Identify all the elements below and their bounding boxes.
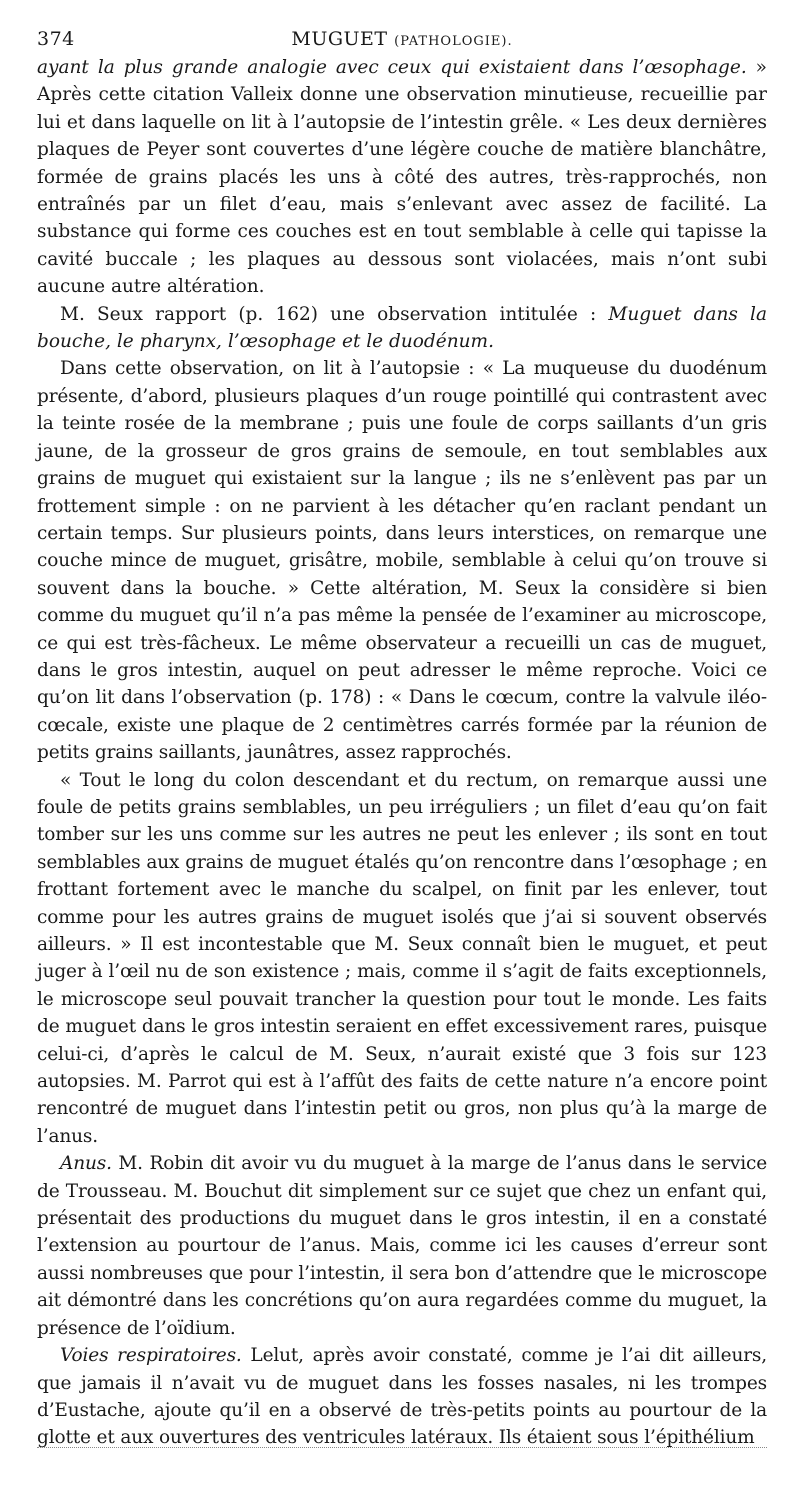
paragraph-2-italic-title: Muguet dans la bouche, le pharynx, l’œsophage et le duodénum. (37, 303, 767, 353)
paragraph-3 (37, 355, 767, 766)
book-page (37, 24, 767, 1452)
paragraph-3-text: Dans cette observation, on lit à l’autopsie : « La muqueuse du duodénum présente, d’abord, plusieurs plaques d’un rouge pointillé qui contrastent avec la teinte rosée de la membrane ; puis une foule de corps saillants d’un gris jaune, de la grosseur de gros grains de semoule, en tout semblables aux grains de muguet qui existaient sur la langue ; ils ne s’enlèvent pas par un frottement simple : on ne parvient à les détacher qu’en raclant pendant un certain temps. Sur plusieurs points, dans leurs interstices, on remarque une couche mince de muguet, grisâtre, mobile, semblable à celui qu’on trouve si souvent dans la bouche. » Cette altération, M. Seux la considère si bien comme du muguet qu’il n’a pas même la pensée de l’examiner au microscope, ce qui est très-fâcheux. Le même observateur a recueilli un cas de muguet, dans le gros intestin, auquel on peut adresser le même reproche. Voici ce qu’on lit dans l’observation (p. 178) : « Dans le cœcum, contre la valvule iléo-cœcale, existe une plaque de 2 centimètres carrés formée par la réunion de petits grains saillants, jaunâtres, assez rapprochés. (37, 358, 767, 764)
paragraph-2-text: M. Seux rapport (p. 162) une observation intitulée : (60, 303, 609, 325)
paragraph-4 (37, 767, 767, 1151)
paragraph-1-text: » Après cette citation Valleix donne une observation minutieuse, recueillie par lui et dans laquelle on lit à l’autopsie de l’intestin grêle. « Les deux dernières plaques de Peyer sont couvertes d’une légère couche de matière blanchâtre, formée de grains placés les uns à côté des autres, très-rapprochés, non entraînés par un filet d’eau, mais s’enlevant avec assez de facilité. La substance qui forme ces couches est en tout semblable à celle qui tapisse la cavité buccale ; les plaques au dessous sont violacées, mais n’ont subi aucune autre altération. (37, 57, 767, 298)
paragraph-6-text: Lelut, après avoir constaté, comme je l’ai dit ailleurs, que jamais il n’avait vu de muguet dans les fosses nasales, ni les trompes d’Eustache, ajoute qu’il en a observé de très-petits points au pourtour de la glotte et aux ouvertures des ventricules latéraux. Ils étaient sous l’épithélium (37, 1345, 767, 1449)
paragraph-2 (37, 301, 767, 356)
running-title-section: (PATHOLOGIE). (394, 34, 513, 49)
page-number: 374 (37, 28, 75, 50)
paragraph-6 (37, 1342, 767, 1452)
paragraph-1-italic-lead: ayant la plus grande analogie avec ceux qui existaient dans l’œsophage. (37, 57, 747, 78)
running-title (37, 28, 767, 50)
running-head (37, 24, 767, 54)
paragraph-5-text: M. Robin dit avoir vu du muguet à la marge de l’anus dans le service de Trousseau. M. Bouchut dit simplement sur ce sujet que chez un enfant qui, présentait des productions du muguet dans le gros intestin, il en a constaté l’extension au pourtour de l’anus. Mais, comme ici les causes d’erreur sont aussi nombreuses que pour l’intestin, il sera bon d’attendre que le microscope ait démontré dans les concrétions qu’on aura regardées comme du muguet, la présence de l’oïdium. (37, 1153, 767, 1339)
paragraph-6-italic-lead: Voies respiratoires. (60, 1345, 242, 1367)
paragraph-4-text: « Tout le long du colon descendant et du rectum, on remarque aussi une foule de petits grains semblables, un peu irréguliers ; un filet d’eau qu’on fait tomber sur les uns comme sur les autres ne peut les enlever ; ils sont en tout semblables aux grains de muguet étalés qu’on rencontre dans l’œsophage ; en frottant fortement avec le manche du scalpel, on finit par les enlever, tout comme pour les autres grains de muguet isolés que j’ai si souvent observés ailleurs. » Il est incontestable que M. Seux connaît bien le muguet, et peut juger à l’œil nu de son existence ; mais, comme il s’agit de faits exceptionnels, le microscope seul pouvait trancher la question pour tout le monde. Les faits de muguet dans le gros intestin seraient en effet excessivement rares, puisque celui-ci, d’après le calcul de M. Seux, n’aurait existé que 3 fois sur 123 autopsies. M. Parrot qui est à l’affût des faits de cette nature n’a encore point rencontré de muguet dans l’intestin petit ou gros, non plus qu’à la marge de l’anus. (37, 769, 767, 1147)
paragraph-5 (37, 1150, 767, 1342)
running-title-main: MUGUET (291, 28, 388, 50)
paragraph-1 (37, 54, 767, 301)
paragraph-5-italic-lead: Anus. (60, 1153, 112, 1175)
footer-dotted-rule (37, 1447, 767, 1448)
body-text (37, 54, 767, 1452)
